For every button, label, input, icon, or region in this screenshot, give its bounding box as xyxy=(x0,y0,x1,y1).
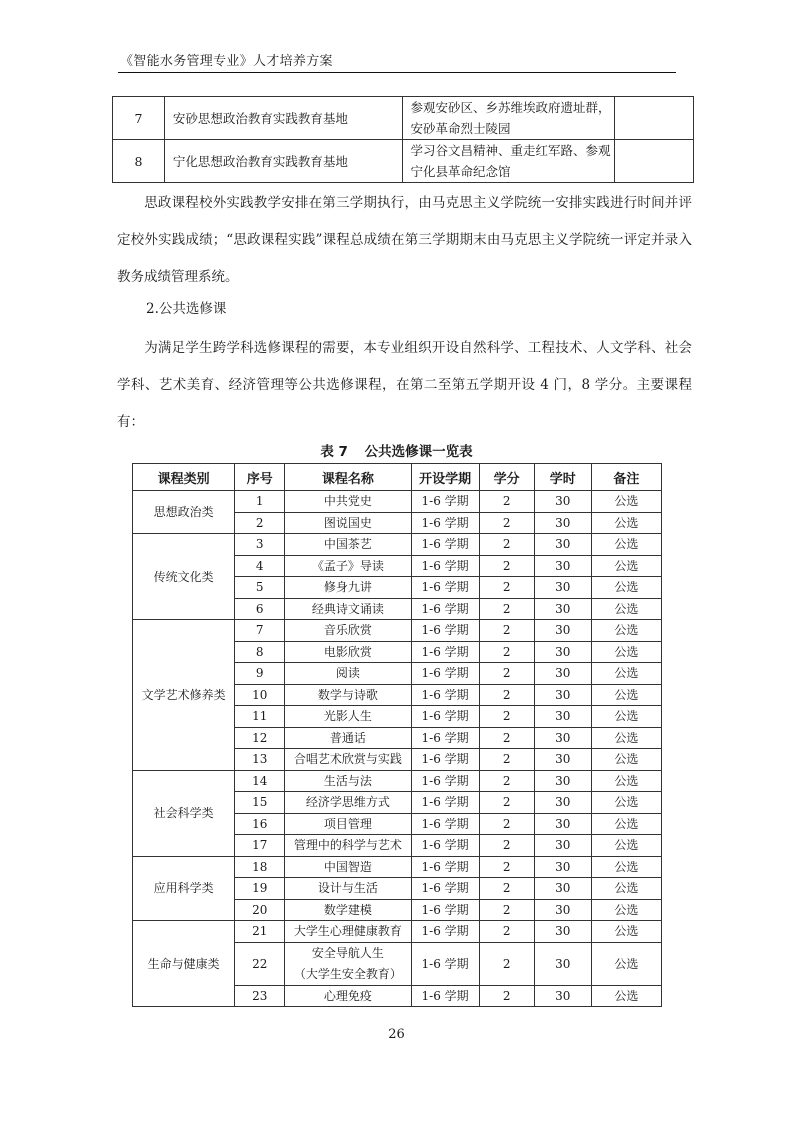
course-hours: 30 xyxy=(534,792,591,814)
course-hours: 30 xyxy=(534,899,591,921)
course-term: 1-6 学期 xyxy=(411,856,479,878)
table-row xyxy=(133,534,662,556)
table-header-row xyxy=(133,464,662,491)
header-category: 课程类别 xyxy=(133,464,235,491)
course-number: 5 xyxy=(235,577,285,599)
course-hours: 30 xyxy=(534,598,591,620)
course-term: 1-6 学期 xyxy=(411,620,479,642)
course-term: 1-6 学期 xyxy=(411,512,479,534)
course-note: 公选 xyxy=(591,555,661,577)
course-number: 10 xyxy=(235,684,285,706)
course-name: 经典诗文诵读 xyxy=(285,598,411,620)
course-credits: 2 xyxy=(479,921,534,943)
course-term: 1-6 学期 xyxy=(411,577,479,599)
course-name: 《孟子》导读 xyxy=(285,555,411,577)
course-note: 公选 xyxy=(591,684,661,706)
course-name: 中国智造 xyxy=(285,856,411,878)
course-category: 传统文化类 xyxy=(133,534,235,620)
base-name: 宁化思想政治教育实践教育基地 xyxy=(164,140,403,183)
header-divider xyxy=(118,72,676,73)
course-hours: 30 xyxy=(534,491,591,513)
course-number: 14 xyxy=(235,770,285,792)
course-name: 光影人生 xyxy=(285,706,411,728)
course-note: 公选 xyxy=(591,491,661,513)
course-number: 20 xyxy=(235,899,285,921)
course-category: 生命与健康类 xyxy=(133,921,235,1007)
course-term: 1-6 学期 xyxy=(411,663,479,685)
header-course-name: 课程名称 xyxy=(285,464,411,491)
course-note: 公选 xyxy=(591,899,661,921)
paragraph-practice-arrangement xyxy=(117,185,692,296)
course-note: 公选 xyxy=(591,835,661,857)
table-caption-number: 表 7 xyxy=(320,444,348,460)
course-note: 公选 xyxy=(591,620,661,642)
course-hours: 30 xyxy=(534,706,591,728)
course-note: 公选 xyxy=(591,663,661,685)
course-name: 大学生心理健康教育 xyxy=(285,921,411,943)
course-note: 公选 xyxy=(591,856,661,878)
course-term: 1-6 学期 xyxy=(411,749,479,771)
header-note: 备注 xyxy=(591,464,661,491)
course-hours: 30 xyxy=(534,727,591,749)
table-row xyxy=(133,620,662,642)
course-credits: 2 xyxy=(479,985,534,1007)
table-row xyxy=(113,140,694,183)
course-name: 数学建模 xyxy=(285,899,411,921)
content-line: 安砂革命烈士陵园 xyxy=(410,121,511,136)
course-hours: 30 xyxy=(534,942,591,985)
course-hours: 30 xyxy=(534,921,591,943)
section-heading: 2.公共选修课 xyxy=(146,301,227,317)
course-hours: 30 xyxy=(534,684,591,706)
course-term: 1-6 学期 xyxy=(411,555,479,577)
course-number: 17 xyxy=(235,835,285,857)
course-number: 15 xyxy=(235,792,285,814)
table-caption xyxy=(0,440,793,460)
course-name: 安全导航人生 （大学生安全教育） xyxy=(285,942,411,985)
course-credits: 2 xyxy=(479,641,534,663)
course-hours: 30 xyxy=(534,663,591,685)
course-term: 1-6 学期 xyxy=(411,727,479,749)
course-term: 1-6 学期 xyxy=(411,598,479,620)
course-name: 修身九讲 xyxy=(285,577,411,599)
course-note: 公选 xyxy=(591,598,661,620)
header-number: 序号 xyxy=(235,464,285,491)
course-note: 公选 xyxy=(591,706,661,728)
course-credits: 2 xyxy=(479,706,534,728)
course-credits: 2 xyxy=(479,620,534,642)
course-name: 心理免疫 xyxy=(285,985,411,1007)
course-credits: 2 xyxy=(479,856,534,878)
course-note: 公选 xyxy=(591,878,661,900)
course-note: 公选 xyxy=(591,534,661,556)
course-credits: 2 xyxy=(479,835,534,857)
table-row xyxy=(133,921,662,943)
course-hours: 30 xyxy=(534,641,591,663)
course-note: 公选 xyxy=(591,942,661,985)
course-hours: 30 xyxy=(534,555,591,577)
course-credits: 2 xyxy=(479,663,534,685)
course-number: 22 xyxy=(235,942,285,985)
course-credits: 2 xyxy=(479,684,534,706)
course-hours: 30 xyxy=(534,749,591,771)
course-category: 文学艺术修养类 xyxy=(133,620,235,771)
course-name: 音乐欣赏 xyxy=(285,620,411,642)
course-name: 数学与诗歌 xyxy=(285,684,411,706)
course-term: 1-6 学期 xyxy=(411,985,479,1007)
course-name: 图说国史 xyxy=(285,512,411,534)
course-name: 中共党史 xyxy=(285,491,411,513)
course-number: 16 xyxy=(235,813,285,835)
course-number: 8 xyxy=(235,641,285,663)
course-note: 公选 xyxy=(591,577,661,599)
course-credits: 2 xyxy=(479,770,534,792)
course-category: 社会科学类 xyxy=(133,770,235,856)
course-note: 公选 xyxy=(591,770,661,792)
course-credits: 2 xyxy=(479,491,534,513)
content-line: 宁化县革命纪念馆 xyxy=(410,164,511,179)
header-term: 开设学期 xyxy=(411,464,479,491)
course-term: 1-6 学期 xyxy=(411,942,479,985)
course-note: 公选 xyxy=(591,749,661,771)
course-number: 21 xyxy=(235,921,285,943)
course-hours: 30 xyxy=(534,856,591,878)
table-caption-title: 公共选修课一览表 xyxy=(364,444,473,460)
base-note xyxy=(615,140,694,183)
table-row xyxy=(133,491,662,513)
course-credits: 2 xyxy=(479,899,534,921)
paragraph-text: 为满足学生跨学科选修课程的需要，本专业组织开设自然科学、工程技术、人文学科、社会学科、艺术美育、经济管理等公共选修课程，在第二至第五学期开设 4 门，8 学分。主要课程有： xyxy=(117,340,692,430)
course-number: 4 xyxy=(235,555,285,577)
course-credits: 2 xyxy=(479,534,534,556)
course-number: 13 xyxy=(235,749,285,771)
course-hours: 30 xyxy=(534,835,591,857)
course-credits: 2 xyxy=(479,792,534,814)
course-name: 管理中的科学与艺术 xyxy=(285,835,411,857)
table-row xyxy=(133,770,662,792)
course-number: 18 xyxy=(235,856,285,878)
course-hours: 30 xyxy=(534,813,591,835)
course-note: 公选 xyxy=(591,641,661,663)
course-credits: 2 xyxy=(479,577,534,599)
base-content xyxy=(403,140,615,183)
course-credits: 2 xyxy=(479,512,534,534)
course-name: 生活与法 xyxy=(285,770,411,792)
course-name: 阅读 xyxy=(285,663,411,685)
course-number: 11 xyxy=(235,706,285,728)
course-term: 1-6 学期 xyxy=(411,770,479,792)
paragraph-electives-intro xyxy=(117,330,692,441)
course-name: 设计与生活 xyxy=(285,878,411,900)
course-number: 1 xyxy=(235,491,285,513)
course-name: 经济学思维方式 xyxy=(285,792,411,814)
course-term: 1-6 学期 xyxy=(411,641,479,663)
course-term: 1-6 学期 xyxy=(411,813,479,835)
header-hours: 学时 xyxy=(534,464,591,491)
course-hours: 30 xyxy=(534,577,591,599)
row-number: 7 xyxy=(113,97,165,140)
course-term: 1-6 学期 xyxy=(411,491,479,513)
base-name: 安砂思想政治教育实践教育基地 xyxy=(164,97,403,140)
header-credits: 学分 xyxy=(479,464,534,491)
course-note: 公选 xyxy=(591,727,661,749)
course-credits: 2 xyxy=(479,813,534,835)
course-term: 1-6 学期 xyxy=(411,534,479,556)
table-row xyxy=(133,856,662,878)
course-term: 1-6 学期 xyxy=(411,706,479,728)
content-line: 参观安砂区、乡苏维埃政府遗址群， xyxy=(410,100,611,115)
course-credits: 2 xyxy=(479,555,534,577)
course-hours: 30 xyxy=(534,985,591,1007)
row-number: 8 xyxy=(113,140,165,183)
base-content xyxy=(403,97,615,140)
electives-table-body xyxy=(133,491,662,1007)
course-term: 1-6 学期 xyxy=(411,684,479,706)
course-number: 19 xyxy=(235,878,285,900)
table-row xyxy=(113,97,694,140)
course-number: 12 xyxy=(235,727,285,749)
course-note: 公选 xyxy=(591,921,661,943)
practice-bases-table xyxy=(112,96,694,183)
course-category: 应用科学类 xyxy=(133,856,235,921)
base-note xyxy=(615,97,694,140)
electives-table xyxy=(132,463,662,1007)
course-term: 1-6 学期 xyxy=(411,835,479,857)
course-credits: 2 xyxy=(479,598,534,620)
course-note: 公选 xyxy=(591,792,661,814)
course-term: 1-6 学期 xyxy=(411,792,479,814)
course-credits: 2 xyxy=(479,942,534,985)
course-hours: 30 xyxy=(534,878,591,900)
course-number: 23 xyxy=(235,985,285,1007)
course-number: 9 xyxy=(235,663,285,685)
course-term: 1-6 学期 xyxy=(411,899,479,921)
page-number: 26 xyxy=(388,1027,405,1042)
course-number: 3 xyxy=(235,534,285,556)
course-hours: 30 xyxy=(534,770,591,792)
course-hours: 30 xyxy=(534,534,591,556)
paragraph-text: 思政课程校外实践教学安排在第三学期执行，由马克思主义学院统一安排实践进行时间并评定校外实践成绩；“思政课程实践”课程总成绩在第三学期期末由马克思主义学院统一评定并录入教务成绩管理系统。 xyxy=(117,195,692,285)
course-note: 公选 xyxy=(591,512,661,534)
course-name: 电影欣赏 xyxy=(285,641,411,663)
course-term: 1-6 学期 xyxy=(411,878,479,900)
course-name: 普通话 xyxy=(285,727,411,749)
course-number: 2 xyxy=(235,512,285,534)
course-name: 合唱艺术欣赏与实践 xyxy=(285,749,411,771)
course-credits: 2 xyxy=(479,749,534,771)
course-hours: 30 xyxy=(534,620,591,642)
course-number: 7 xyxy=(235,620,285,642)
content-line: 学习谷文昌精神、重走红军路、参观 xyxy=(410,143,611,158)
course-hours: 30 xyxy=(534,512,591,534)
course-credits: 2 xyxy=(479,727,534,749)
course-note: 公选 xyxy=(591,985,661,1007)
course-credits: 2 xyxy=(479,878,534,900)
course-number: 6 xyxy=(235,598,285,620)
document-header-title: 《智能水务管理专业》人才培养方案 xyxy=(120,54,333,69)
course-category: 思想政治类 xyxy=(133,491,235,534)
course-name: 项目管理 xyxy=(285,813,411,835)
course-note: 公选 xyxy=(591,813,661,835)
course-name: 中国茶艺 xyxy=(285,534,411,556)
course-term: 1-6 学期 xyxy=(411,921,479,943)
